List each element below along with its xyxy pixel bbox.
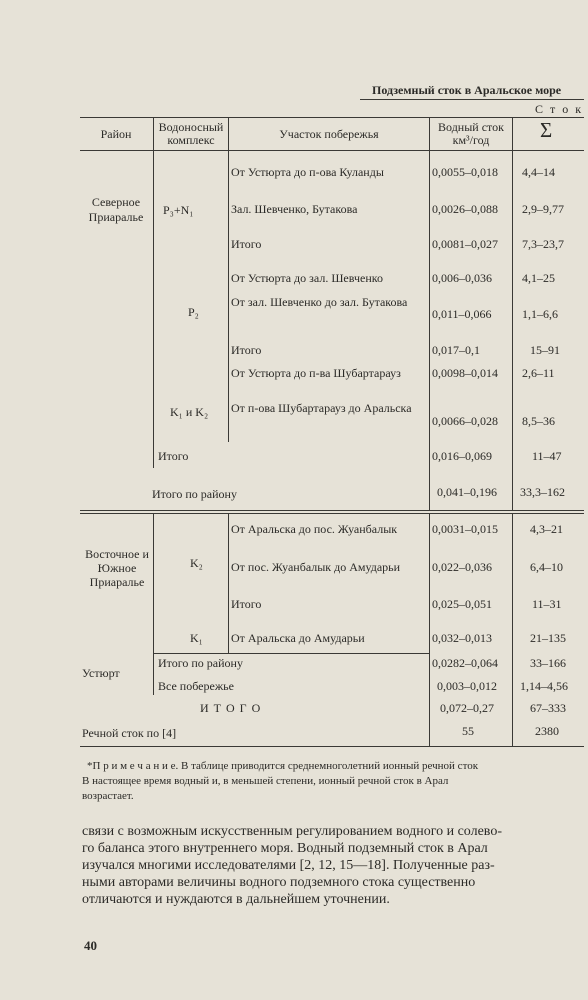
- aquifer-p2: P₂: [188, 305, 199, 319]
- row-flow: 0,0098–0,014: [432, 366, 498, 380]
- row-sigma: 2,6–11: [522, 366, 555, 380]
- ustyurt-total-flow: 0,0282–0,064: [432, 656, 498, 670]
- row-sigma: 4,1–25: [522, 271, 555, 285]
- row-flow: 0,017–0,1: [432, 343, 480, 357]
- row-section: От п-ова Шубартарауз до Аральска: [231, 401, 412, 415]
- note-line-2: В настоящее время водный и, в меньшей степени, ионный речной сток в Арал: [82, 775, 449, 787]
- vrule-flow-north: [429, 150, 430, 510]
- river-sigma: 2380: [535, 724, 559, 738]
- row-sigma: 4,4–14: [522, 165, 555, 179]
- aquifer-k1k2: K₁ и K₂: [170, 405, 209, 419]
- vrule-2: [228, 118, 229, 150]
- row-sigma: 1,1–6,6: [522, 307, 558, 321]
- row-flow: 0,022–0,036: [432, 560, 492, 574]
- vrule-3: [429, 118, 430, 150]
- river-flow: 55: [462, 724, 474, 738]
- row-flow: 0,0081–0,027: [432, 237, 498, 251]
- row-sigma: 2,9–9,77: [522, 202, 564, 216]
- north-total-sigma: 33,3–162: [520, 485, 565, 499]
- row-section: От зал. Шевченко до зал. Бутакова: [231, 295, 408, 309]
- row-section: От Устюрта до п-ва Шубартарауз: [231, 366, 401, 380]
- ustyurt-total-label: Итого по району: [158, 656, 243, 670]
- row-sigma: 15–91: [530, 343, 560, 357]
- note-text-1: В таблице приводится среднемноголетний ионный речной сток: [181, 760, 479, 772]
- header-rule: [360, 99, 584, 100]
- grand-total-flow: 0,072–0,27: [440, 701, 494, 715]
- header-section: Участок побережья: [279, 127, 379, 141]
- vrule-section-east: [228, 513, 229, 653]
- header-water-flow: Водный сток км³/год: [438, 120, 504, 147]
- note-line-3: возрастает.: [82, 790, 134, 802]
- north-subtotal-flow: 0,016–0,069: [432, 449, 492, 463]
- aquifer-k1: K₁: [190, 631, 203, 645]
- row-flow: 0,032–0,013: [432, 631, 492, 645]
- body-line-4: ными авторами величины водного подземного стока существенно: [82, 875, 476, 890]
- row-section: Итого: [231, 343, 262, 357]
- header-region: Район: [100, 127, 132, 141]
- ustyurt-total-sigma: 33–166: [530, 656, 566, 670]
- row-sigma: 4,3–21: [530, 522, 563, 536]
- row-section: От пос. Жуанбалык до Амударьи: [231, 560, 401, 574]
- section-separator-2: [80, 513, 584, 514]
- row-section: От Устюрта до зал. Шевченко: [231, 271, 383, 285]
- row-section: От Аральска до Амударьи: [231, 631, 365, 645]
- page-number: 40: [84, 938, 97, 953]
- vrule-sigma-east: [512, 513, 513, 746]
- vrule-flow-east: [429, 513, 430, 746]
- row-section: От Аральска до пос. Жуанбалык: [231, 522, 398, 536]
- header-bottom-rule: [80, 150, 584, 151]
- row-flow: 0,0026–0,088: [432, 202, 498, 216]
- section-separator: [80, 510, 584, 511]
- table-top-rule: [80, 117, 584, 118]
- row-flow: 0,0031–0,015: [432, 522, 498, 536]
- river-label: Речной сток по [4]: [82, 726, 177, 740]
- north-subtotal-label: Итого: [158, 449, 189, 463]
- row-sigma: 7,3–23,7: [522, 237, 564, 251]
- coast-total-flow: 0,003–0,012: [437, 679, 497, 693]
- north-total-flow: 0,041–0,196: [437, 485, 497, 499]
- region-east-south: Восточное и Южное Приаралье: [85, 547, 149, 589]
- note-lead: *П р и м е ч а н и е.: [87, 760, 179, 772]
- row-sigma: 6,4–10: [530, 560, 563, 574]
- body-line-1: связи с возможным искусственным регулированием водного и солево-: [82, 824, 502, 839]
- header-sigma: Σ: [540, 118, 553, 142]
- grand-total-label: И Т О Г О: [200, 701, 262, 715]
- aquifer-p3n1: P₃+N₁: [163, 203, 194, 217]
- coast-total-sigma: 1,14–4,56: [520, 679, 568, 693]
- table-bottom-rule: [80, 746, 584, 747]
- row-section: Зал. Шевченко, Бутакова: [231, 202, 358, 216]
- row-sigma: 11–31: [532, 597, 562, 611]
- header-aquifer: Водоносный комплекс: [158, 120, 224, 147]
- vrule-4: [512, 118, 513, 150]
- row-section: От Устюрта до п-ова Куланды: [231, 165, 384, 179]
- row-flow: 0,025–0,051: [432, 597, 492, 611]
- note-line-1: [87, 760, 478, 772]
- row-flow: 0,0066–0,028: [432, 414, 498, 428]
- north-subtotal-sigma: 11–47: [532, 449, 562, 463]
- row-flow: 0,0055–0,018: [432, 165, 498, 179]
- vrule-section-north: [228, 150, 229, 442]
- vrule-aquifer-north: [153, 150, 154, 468]
- vrule-sigma-north: [512, 150, 513, 510]
- vrule-1: [153, 118, 154, 150]
- region-ustyurt: Устюрт: [82, 666, 120, 680]
- row-sigma: 8,5–36: [522, 414, 555, 428]
- body-line-3: изучался многими исследователями [2, 12, 15—18]. Полученные раз-: [82, 858, 495, 873]
- row-flow: 0,011–0,066: [432, 307, 492, 321]
- row-flow: 0,006–0,036: [432, 271, 492, 285]
- vrule-aquifer-east: [153, 513, 154, 695]
- north-total-label: Итого по району: [152, 487, 237, 501]
- aquifer-k2: K₂: [190, 556, 203, 570]
- ustyurt-rule: [153, 653, 429, 654]
- body-line-5: отличаются и нуждаются в дальнейшем уточнении.: [82, 892, 390, 907]
- row-section: Итого: [231, 237, 262, 251]
- grand-total-sigma: 67–333: [530, 701, 566, 715]
- body-line-2: го баланса этого внутреннего моря. Водный подземный сток в Арал: [82, 841, 488, 856]
- running-header: Подземный сток в Аральское море: [372, 83, 562, 97]
- row-section: Итого: [231, 597, 262, 611]
- region-north: Северное Приаралье: [88, 195, 144, 224]
- row-sigma: 21–135: [530, 631, 566, 645]
- supercol-label: С т о к: [535, 102, 584, 116]
- coast-total-label: Все побережье: [158, 679, 234, 693]
